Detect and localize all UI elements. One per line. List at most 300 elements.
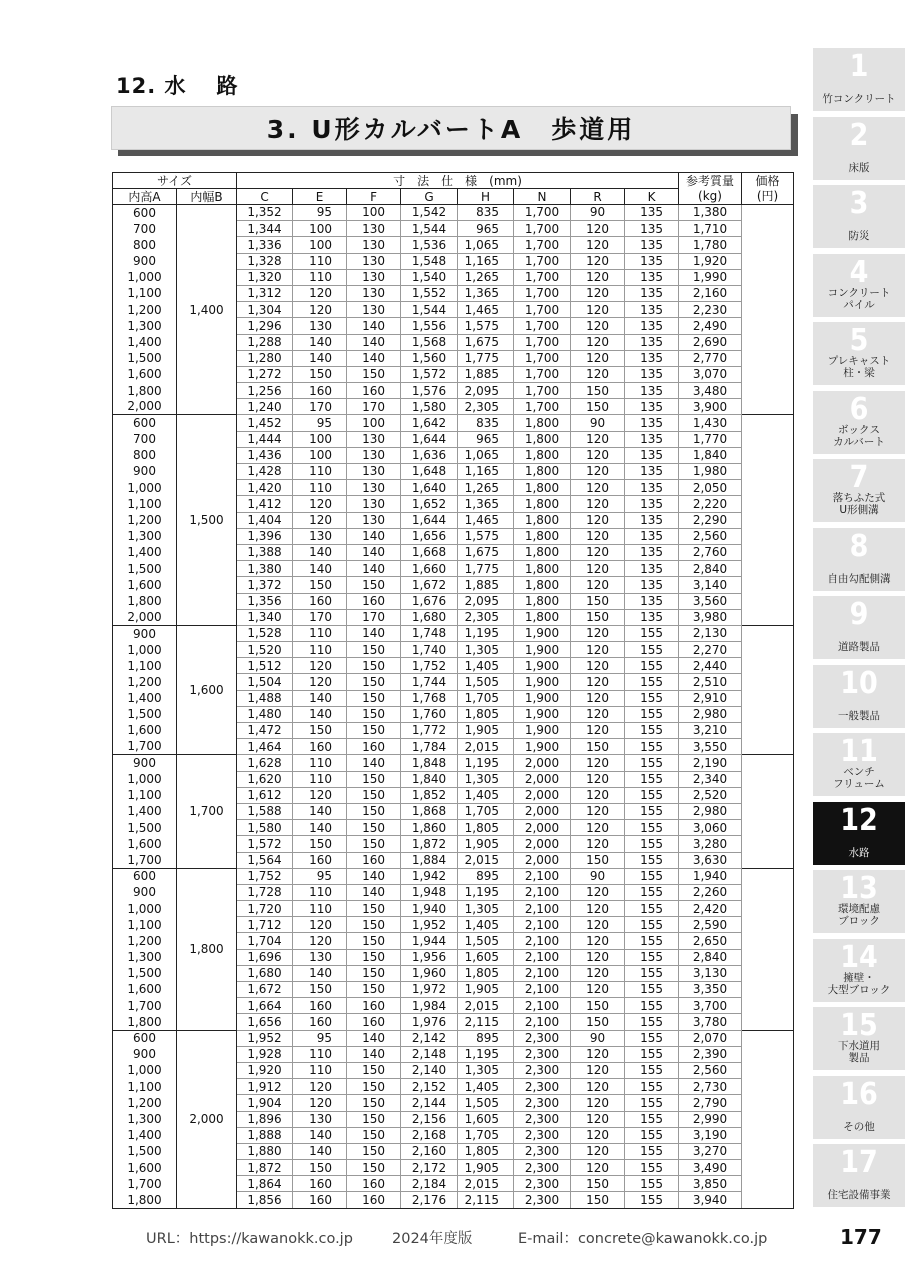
cell-n: 2,000 [514,852,571,868]
cell-f: 150 [347,658,401,674]
cell-f: 150 [347,933,401,949]
cell-inner-height: 1,600 [113,577,177,593]
cell-inner-height: 1,400 [113,334,177,350]
footer-url[interactable]: URL：https://kawanokk.co.jp [146,1231,353,1247]
cell-weight: 1,380 [679,205,742,221]
cell-weight: 3,550 [679,739,742,755]
cell-price [742,593,794,609]
cell-price [742,447,794,463]
cell-g: 1,536 [401,237,458,253]
cell-f: 140 [347,755,401,771]
cell-weight: 2,590 [679,917,742,933]
cell-r: 120 [571,771,625,787]
cell-inner-height: 1,500 [113,965,177,981]
cell-g: 2,168 [401,1127,458,1143]
cell-f: 160 [347,593,401,609]
cell-n: 2,000 [514,803,571,819]
cell-e: 120 [293,302,347,318]
cell-e: 160 [293,739,347,755]
sidebar-tab-number: 11 [840,734,878,769]
cell-g: 1,740 [401,642,458,658]
cell-k: 135 [625,464,679,480]
cell-weight: 3,130 [679,965,742,981]
cell-g: 2,142 [401,1030,458,1046]
cell-price [742,965,794,981]
cell-c: 1,864 [237,1176,293,1192]
cell-r: 120 [571,1127,625,1143]
cell-f: 170 [347,399,401,415]
cell-f: 150 [347,836,401,852]
cell-h: 2,015 [458,852,514,868]
cell-inner-height: 1,500 [113,561,177,577]
cell-price [742,1014,794,1030]
cell-c: 1,664 [237,998,293,1014]
cell-f: 160 [347,739,401,755]
cell-r: 120 [571,933,625,949]
cell-f: 100 [347,415,401,431]
cell-inner-height: 1,200 [113,512,177,528]
cell-price [742,496,794,512]
cell-n: 1,800 [514,464,571,480]
cell-h: 1,065 [458,237,514,253]
cell-price [742,803,794,819]
cell-weight: 2,420 [679,901,742,917]
cell-f: 130 [347,447,401,463]
cell-c: 1,240 [237,399,293,415]
cell-n: 1,800 [514,431,571,447]
cell-n: 1,900 [514,723,571,739]
cell-e: 120 [293,285,347,301]
cell-k: 135 [625,334,679,350]
cell-price [742,285,794,301]
cell-c: 1,388 [237,544,293,560]
cell-e: 140 [293,965,347,981]
cell-c: 1,436 [237,447,293,463]
cell-h: 1,165 [458,253,514,269]
cell-g: 1,872 [401,836,458,852]
cell-inner-height: 1,100 [113,787,177,803]
cell-e: 110 [293,253,347,269]
sidebar-tab-4[interactable] [813,254,905,317]
cell-n: 2,100 [514,949,571,965]
sidebar-tab-label: 下水道用 製品 [838,1040,880,1064]
cell-k: 135 [625,528,679,544]
cell-r: 120 [571,431,625,447]
cell-h: 1,905 [458,836,514,852]
cell-r: 120 [571,480,625,496]
cell-g: 1,652 [401,496,458,512]
cell-g: 1,576 [401,383,458,399]
cell-e: 170 [293,399,347,415]
cell-f: 150 [347,1143,401,1159]
cell-e: 150 [293,982,347,998]
cell-h: 1,265 [458,269,514,285]
cell-price [742,221,794,237]
cell-inner-height: 700 [113,431,177,447]
cell-price [742,1079,794,1095]
cell-e: 100 [293,221,347,237]
cell-c: 1,344 [237,221,293,237]
cell-g: 1,952 [401,917,458,933]
cell-h: 1,905 [458,1160,514,1176]
cell-h: 1,705 [458,690,514,706]
sidebar-tab-3[interactable] [813,185,905,248]
cell-g: 1,784 [401,739,458,755]
cell-n: 2,300 [514,1095,571,1111]
cell-h: 1,885 [458,366,514,382]
cell-inner-height: 900 [113,625,177,641]
cell-price [742,318,794,334]
cell-c: 1,704 [237,933,293,949]
cell-n: 1,700 [514,318,571,334]
cell-k: 155 [625,836,679,852]
cell-inner-height: 1,500 [113,1143,177,1159]
cell-f: 130 [347,512,401,528]
cell-k: 135 [625,285,679,301]
cell-g: 1,644 [401,512,458,528]
sidebar-tab-10[interactable] [813,665,905,728]
cell-r: 120 [571,366,625,382]
cell-inner-height: 1,500 [113,820,177,836]
cell-f: 160 [347,998,401,1014]
cell-g: 2,144 [401,1095,458,1111]
cell-price [742,998,794,1014]
sidebar-tab-number: 10 [840,665,878,701]
cell-weight: 2,220 [679,496,742,512]
cell-h: 1,505 [458,933,514,949]
cell-weight: 2,050 [679,480,742,496]
cell-e: 120 [293,674,347,690]
cell-price [742,431,794,447]
cell-c: 1,672 [237,982,293,998]
sidebar-tab-8[interactable] [813,528,905,591]
cell-n: 1,800 [514,593,571,609]
sidebar-tab-16[interactable] [813,1076,905,1139]
cell-n: 2,000 [514,836,571,852]
table-row [113,1030,794,1046]
cell-k: 135 [625,383,679,399]
cell-inner-height: 1,400 [113,690,177,706]
cell-e: 140 [293,820,347,836]
cell-r: 120 [571,1046,625,1062]
cell-k: 135 [625,544,679,560]
cell-k: 135 [625,480,679,496]
cell-e: 150 [293,836,347,852]
cell-c: 1,452 [237,415,293,431]
cell-e: 120 [293,1095,347,1111]
cell-k: 135 [625,205,679,221]
cell-r: 150 [571,998,625,1014]
cell-f: 130 [347,480,401,496]
cell-f: 150 [347,1095,401,1111]
column-header: N [514,189,571,205]
cell-h: 1,775 [458,561,514,577]
sidebar-tab-6[interactable] [813,391,905,454]
cell-r: 120 [571,253,625,269]
cell-c: 1,428 [237,464,293,480]
sidebar-tab-label: ボックス カルバート [833,423,885,448]
cell-inner-height: 1,700 [113,998,177,1014]
cell-f: 150 [347,1160,401,1176]
cell-h: 1,405 [458,1079,514,1095]
cell-g: 1,852 [401,787,458,803]
cell-e: 110 [293,269,347,285]
cell-weight: 2,840 [679,949,742,965]
header-size: サイズ [113,173,237,189]
cell-c: 1,312 [237,285,293,301]
cell-inner-height: 600 [113,415,177,431]
cell-n: 1,800 [514,496,571,512]
cell-h: 1,195 [458,1046,514,1062]
cell-price [742,415,794,431]
cell-f: 150 [347,917,401,933]
column-header: C [237,189,293,205]
cell-c: 1,712 [237,917,293,933]
cell-f: 150 [347,577,401,593]
cell-g: 1,556 [401,318,458,334]
sidebar-tab-1[interactable] [813,48,905,111]
cell-k: 135 [625,415,679,431]
sidebar-tab-15[interactable] [813,1007,905,1070]
sidebar-tab-label: コンクリート パイル [827,286,891,311]
cell-e: 110 [293,755,347,771]
cell-price [742,399,794,415]
cell-price [742,901,794,917]
table-row [113,868,794,884]
cell-e: 120 [293,917,347,933]
cell-inner-height: 1,600 [113,982,177,998]
sidebar-tab-number: 16 [840,1076,878,1112]
cell-k: 155 [625,706,679,722]
cell-weight: 2,510 [679,674,742,690]
cell-price [742,1127,794,1143]
sidebar-tab-14[interactable] [813,939,905,1002]
sidebar-tab-2[interactable] [813,117,905,180]
cell-k: 155 [625,739,679,755]
cell-k: 155 [625,1111,679,1127]
cell-h: 1,805 [458,820,514,836]
cell-f: 130 [347,269,401,285]
cell-weight: 2,490 [679,318,742,334]
cell-k: 155 [625,723,679,739]
cell-e: 140 [293,350,347,366]
cell-g: 1,956 [401,949,458,965]
cell-r: 120 [571,302,625,318]
cell-weight: 2,980 [679,803,742,819]
cell-g: 1,660 [401,561,458,577]
cell-c: 1,340 [237,609,293,625]
cell-e: 110 [293,625,347,641]
cell-h: 835 [458,415,514,431]
cell-r: 120 [571,285,625,301]
cell-inner-height: 1,100 [113,496,177,512]
footer-email[interactable]: E-mail：concrete@kawanokk.co.jp [518,1231,768,1247]
sidebar-tab-label: 自由勾配側溝 [827,572,891,585]
cell-e: 170 [293,609,347,625]
cell-weight: 3,070 [679,366,742,382]
cell-h: 835 [458,205,514,221]
sidebar-tab-label: 擁壁・ 大型ブロック [827,971,891,996]
cell-weight: 3,850 [679,1176,742,1192]
cell-c: 1,580 [237,820,293,836]
cell-c: 1,528 [237,625,293,641]
cell-c: 1,928 [237,1046,293,1062]
cell-r: 150 [571,1014,625,1030]
cell-g: 1,760 [401,706,458,722]
sidebar-tab-7[interactable] [813,459,905,522]
sidebar-tab-number: 4 [849,254,869,290]
header-weight: 参考質量 [679,173,742,189]
cell-n: 2,300 [514,1143,571,1159]
cell-k: 135 [625,431,679,447]
cell-weight: 2,440 [679,658,742,674]
cell-e: 150 [293,577,347,593]
sidebar-tab-13[interactable] [813,870,905,933]
cell-c: 1,612 [237,787,293,803]
cell-inner-width: 2,000 [177,1030,237,1208]
cell-e: 110 [293,901,347,917]
cell-weight: 3,060 [679,820,742,836]
cell-r: 120 [571,674,625,690]
cell-price [742,1095,794,1111]
cell-weight: 3,280 [679,836,742,852]
cell-weight: 3,780 [679,1014,742,1030]
cell-weight: 1,710 [679,221,742,237]
cell-f: 100 [347,205,401,221]
cell-f: 140 [347,1046,401,1062]
cell-k: 135 [625,512,679,528]
cell-price [742,1143,794,1159]
cell-weight: 3,480 [679,383,742,399]
cell-n: 1,900 [514,658,571,674]
cell-n: 2,100 [514,965,571,981]
cell-k: 155 [625,1160,679,1176]
sidebar-tab-number: 3 [849,186,869,221]
cell-inner-height: 1,200 [113,674,177,690]
cell-e: 120 [293,787,347,803]
section-title-b: 路 [216,74,239,98]
cell-r: 120 [571,706,625,722]
cell-e: 140 [293,803,347,819]
sidebar-tab-12[interactable] [813,802,905,865]
cell-f: 160 [347,1176,401,1192]
cell-n: 1,700 [514,237,571,253]
cell-price [742,1030,794,1046]
cell-r: 120 [571,318,625,334]
cell-h: 1,465 [458,302,514,318]
cell-r: 120 [571,1079,625,1095]
cell-h: 1,065 [458,447,514,463]
sidebar-tab-label: 一般製品 [838,709,880,722]
cell-c: 1,572 [237,836,293,852]
cell-h: 1,705 [458,803,514,819]
cell-price [742,674,794,690]
cell-inner-height: 1,300 [113,318,177,334]
sidebar-tab-17[interactable] [813,1144,905,1207]
table-row [113,205,794,221]
cell-inner-height: 1,300 [113,528,177,544]
cell-g: 2,176 [401,1192,458,1208]
cell-r: 120 [571,658,625,674]
cell-r: 150 [571,1176,625,1192]
sidebar-tab-number: 13 [840,871,878,906]
cell-n: 1,900 [514,690,571,706]
cell-r: 150 [571,852,625,868]
cell-weight: 3,980 [679,609,742,625]
cell-inner-height: 1,000 [113,771,177,787]
cell-h: 1,505 [458,1095,514,1111]
cell-g: 1,542 [401,205,458,221]
cell-f: 140 [347,528,401,544]
cell-f: 150 [347,965,401,981]
cell-g: 1,772 [401,723,458,739]
cell-e: 110 [293,642,347,658]
cell-inner-height: 1,000 [113,1062,177,1078]
cell-inner-height: 1,400 [113,803,177,819]
cell-g: 1,544 [401,221,458,237]
cell-k: 155 [625,755,679,771]
cell-r: 120 [571,577,625,593]
cell-c: 1,372 [237,577,293,593]
cell-weight: 1,780 [679,237,742,253]
sidebar-tab-number: 12 [840,802,878,838]
cell-inner-height: 1,500 [113,350,177,366]
cell-k: 155 [625,625,679,641]
sidebar-tab-11[interactable] [813,733,905,796]
cell-price [742,544,794,560]
cell-r: 120 [571,901,625,917]
cell-e: 150 [293,366,347,382]
cell-f: 150 [347,1062,401,1078]
cell-n: 1,700 [514,366,571,382]
sidebar-tab-5[interactable] [813,322,905,385]
cell-r: 120 [571,447,625,463]
cell-c: 1,656 [237,1014,293,1030]
section-title-a: 水 [164,74,187,98]
cell-weight: 2,260 [679,884,742,900]
cell-inner-height: 1,100 [113,285,177,301]
cell-k: 135 [625,496,679,512]
cell-r: 150 [571,609,625,625]
sidebar-tab-9[interactable] [813,596,905,659]
cell-c: 1,256 [237,383,293,399]
cell-k: 155 [625,1030,679,1046]
cell-h: 965 [458,431,514,447]
cell-e: 100 [293,237,347,253]
cell-e: 130 [293,1111,347,1127]
cell-n: 2,100 [514,884,571,900]
cell-inner-height: 1,600 [113,836,177,852]
cell-weight: 2,160 [679,285,742,301]
cell-e: 150 [293,1160,347,1176]
cell-price [742,949,794,965]
cell-g: 1,672 [401,577,458,593]
cell-k: 155 [625,674,679,690]
cell-inner-height: 600 [113,868,177,884]
cell-price [742,982,794,998]
cell-k: 155 [625,1046,679,1062]
cell-n: 1,800 [514,577,571,593]
cell-g: 1,940 [401,901,458,917]
cell-g: 1,972 [401,982,458,998]
cell-r: 120 [571,917,625,933]
cell-price [742,625,794,641]
cell-r: 120 [571,755,625,771]
cell-g: 1,560 [401,350,458,366]
cell-e: 95 [293,868,347,884]
cell-f: 150 [347,771,401,787]
cell-g: 2,172 [401,1160,458,1176]
